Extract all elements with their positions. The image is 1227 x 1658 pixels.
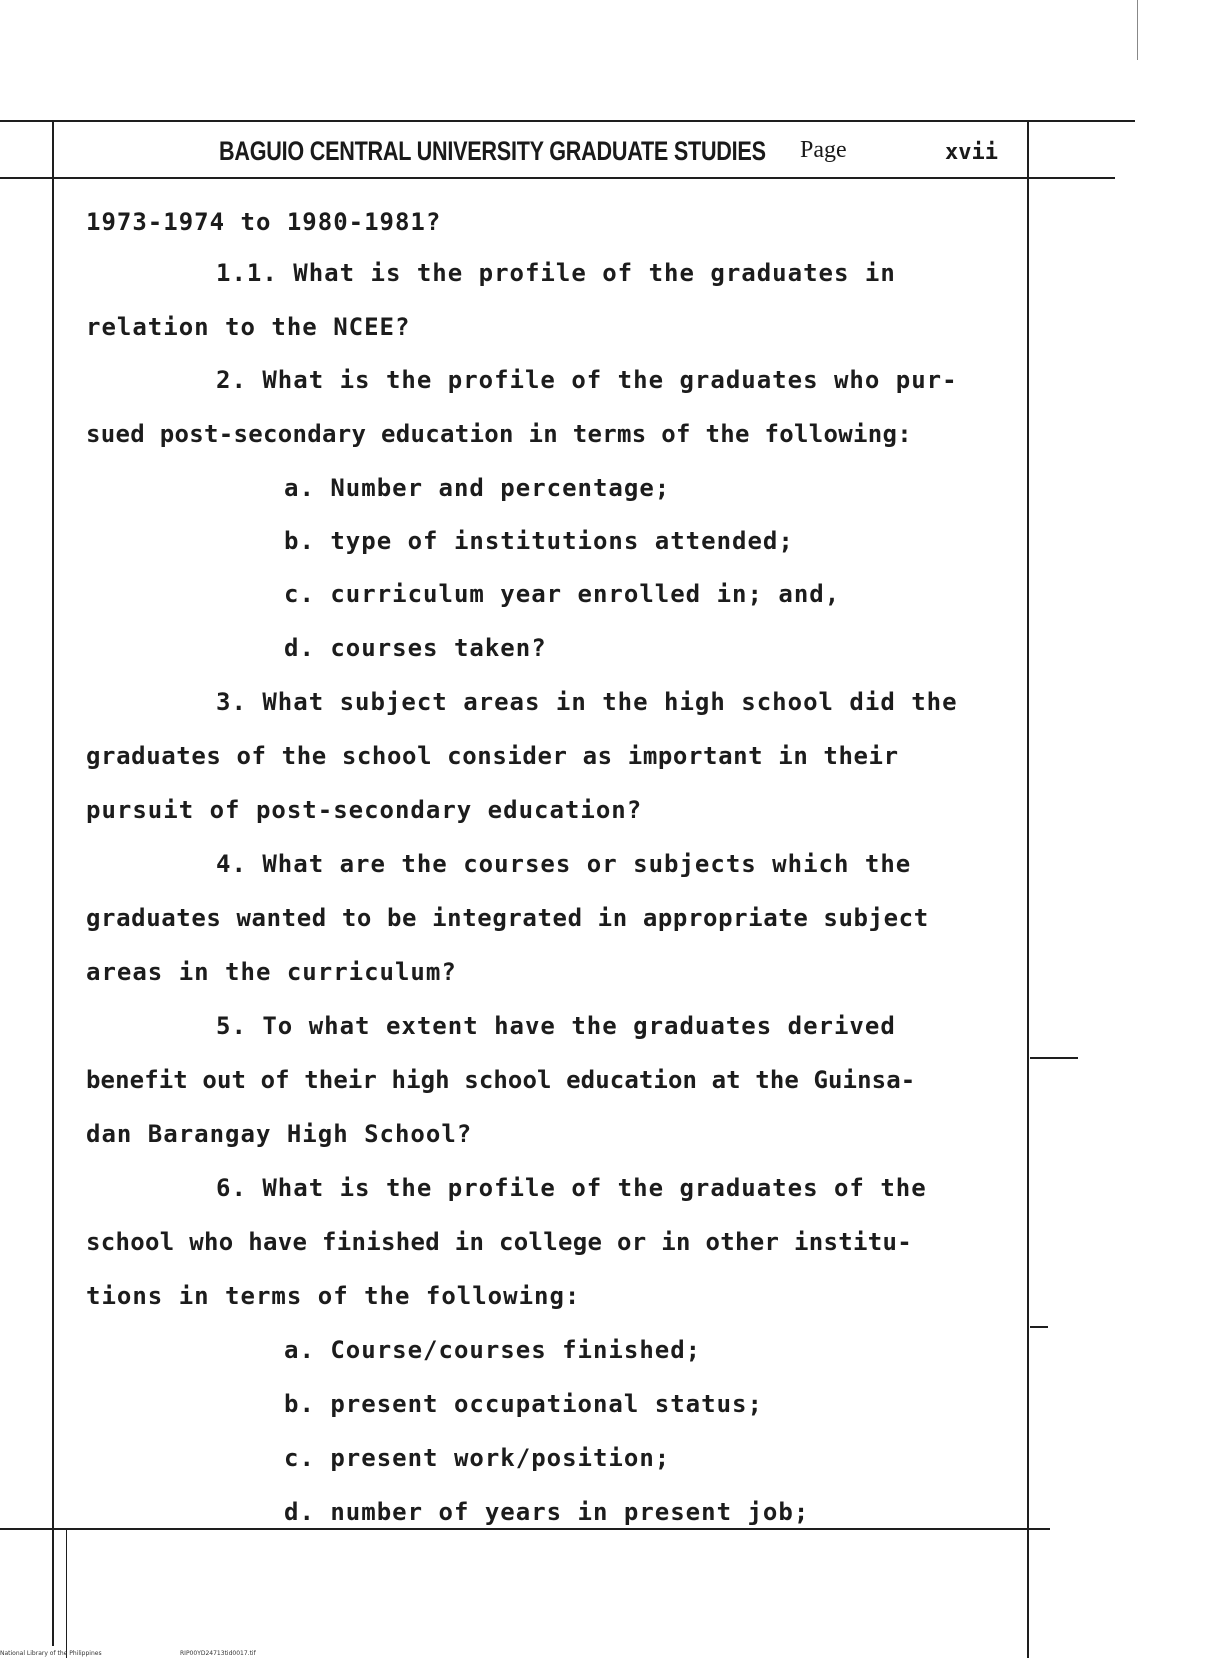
text-line: relation to the NCEE? <box>86 313 411 341</box>
margin-tick-2 <box>1030 1326 1048 1328</box>
text-line: graduates wanted to be integrated in appropriate subject <box>86 904 929 932</box>
list-item: b. type of institutions attended; <box>284 527 794 555</box>
list-item: d. number of years in present job; <box>284 1498 810 1526</box>
text-line: 2. What is the profile of the graduates who pur- <box>216 366 958 394</box>
page-label: Page <box>800 137 847 163</box>
scan-file-id: RIP00YD24713tid0017.tif <box>180 1650 256 1657</box>
top-right-edge-rule <box>1137 0 1138 60</box>
page-number: xvii <box>945 140 998 165</box>
top-outer-rule <box>0 120 1135 122</box>
text-line: benefit out of their high school education at the Guinsa- <box>86 1066 916 1094</box>
library-credit: National Library of the Philippines <box>0 1650 102 1657</box>
text-line: 1.1. What is the profile of the graduates in <box>216 259 896 287</box>
text-line: 5. To what extent have the graduates derived <box>216 1012 896 1040</box>
bottom-left-inner-rule <box>66 1530 67 1658</box>
text-line: 6. What is the profile of the graduates of the <box>216 1174 927 1202</box>
list-item: c. curriculum year enrolled in; and, <box>284 580 841 608</box>
text-line: pursuit of post-secondary education? <box>86 796 643 824</box>
right-margin-rule <box>1027 121 1029 1658</box>
footer-rule <box>0 1528 1050 1530</box>
list-item: a. Course/courses finished; <box>284 1336 702 1364</box>
list-item: a. Number and percentage; <box>284 474 671 502</box>
text-line: sued post-secondary education in terms of the following: <box>86 420 912 448</box>
text-line: 1973-1974 to 1980-1981? <box>86 208 442 236</box>
text-line: 3. What subject areas in the high school did the <box>216 688 958 716</box>
text-line: dan Barangay High School? <box>86 1120 473 1148</box>
margin-tick-1 <box>1030 1057 1078 1059</box>
text-line: school who have finished in college or in other institu- <box>86 1228 912 1256</box>
list-item: b. present occupational status; <box>284 1390 763 1418</box>
header-bottom-rule <box>0 177 1115 179</box>
text-line: areas in the curriculum? <box>86 958 457 986</box>
text-line: tions in terms of the following: <box>86 1282 581 1310</box>
text-line: graduates of the school consider as important in their <box>86 742 899 770</box>
list-item: d. courses taken? <box>284 634 547 662</box>
page-header-title: BAGUIO CENTRAL UNIVERSITY GRADUATE STUDIES <box>219 136 766 166</box>
left-margin-rule <box>52 121 54 1646</box>
text-line: 4. What are the courses or subjects which the <box>216 850 912 878</box>
list-item: c. present work/position; <box>284 1444 671 1472</box>
